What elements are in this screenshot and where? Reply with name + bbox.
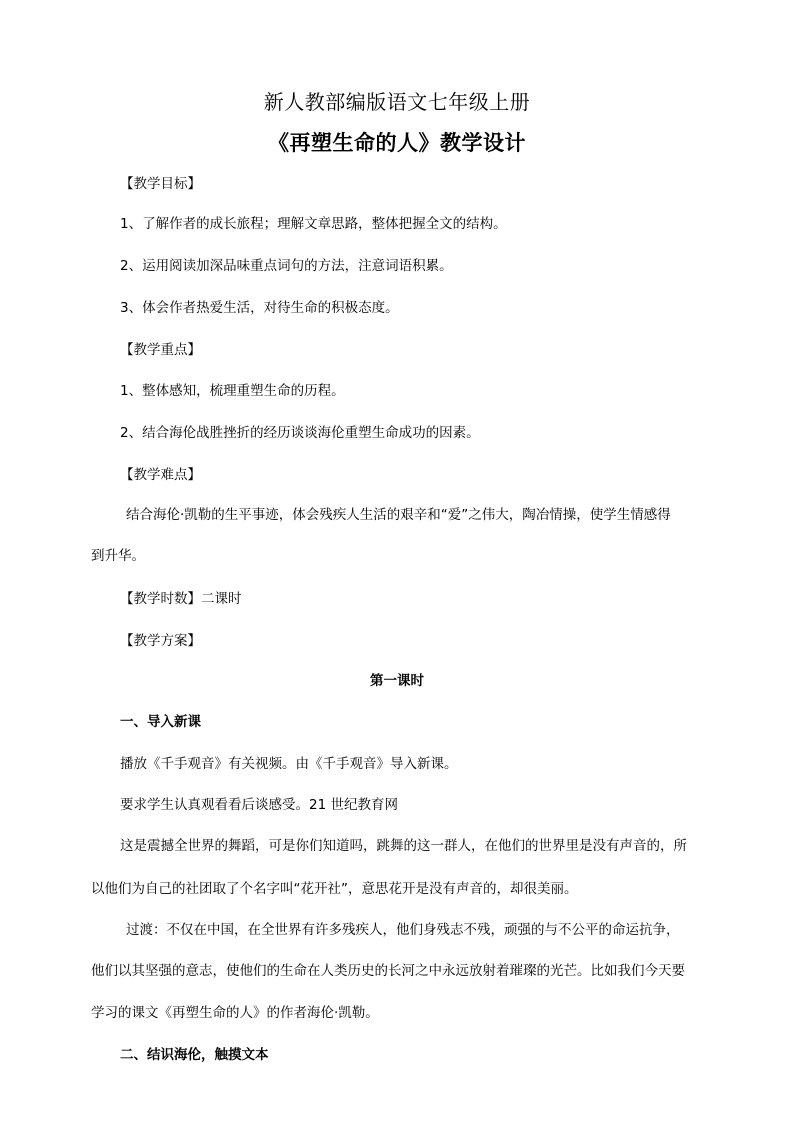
section-one-paragraph-line1: 这是震撼全世界的舞蹈，可是你们知道吗，跳舞的这一群人，在他们的世界里是没有声音的，所	[120, 838, 687, 854]
teaching-hours: 【教学时数】二课时	[120, 591, 242, 607]
objectives-heading: 【教学目标】	[120, 176, 201, 192]
key-point-item: 1、整体感知，梳理重塑生命的历程。	[120, 383, 345, 399]
section-two-heading: 二、结识海伦，触摸文本	[120, 1047, 269, 1063]
objective-item: 1、了解作者的成长旅程；理解文章思路，整体把握全文的结构。	[120, 216, 507, 232]
difficulty-text-line2: 到升华。	[91, 548, 145, 564]
document-subtitle: 《再塑生命的人》教学设计	[268, 131, 526, 155]
difficulty-heading: 【教学难点】	[120, 467, 201, 483]
transition-line2: 他们以其坚强的意志，使他们的生命在人类历史的长河之中永远放射着璀璨的光芒。比如我们今天要	[91, 963, 685, 979]
key-points-heading: 【教学重点】	[120, 342, 201, 358]
objective-item: 3、体会作者热爱生活，对待生命的积极态度。	[120, 300, 399, 316]
section-one-paragraph: 播放《千手观音》有关视频。由《千手观音》导入新课。	[120, 756, 458, 772]
plan-heading: 【教学方案】	[120, 633, 201, 649]
lesson-one-heading: 第一课时	[370, 673, 424, 689]
transition-line1: 过渡：不仅在中国，在全世界有许多残疾人，他们身残志不残，顽强的与不公平的命运抗争，	[126, 922, 680, 938]
objective-item: 2、运用阅读加深品味重点词句的方法，注意词语积累。	[120, 258, 453, 274]
section-one-paragraph: 要求学生认真观看看后谈感受。21 世纪教育网	[120, 797, 398, 813]
difficulty-text-line1: 结合海伦·凯勒的生平事迹，体会残疾人生活的艰辛和“爱”之伟大，陶冶情操，使学生情感得	[126, 507, 671, 523]
key-point-item: 2、结合海伦战胜挫折的经历谈谈海伦重塑生命成功的因素。	[120, 425, 480, 441]
transition-line3: 学习的课文《再塑生命的人》的作者海伦·凯勒。	[91, 1005, 379, 1021]
section-one-paragraph-line2: 以他们为自己的社团取了个名字叫“花开社”，意思花开是没有声音的，却很美丽。	[91, 881, 578, 897]
section-one-heading: 一、导入新课	[120, 714, 201, 730]
document-title: 新人教部编版语文七年级上册	[263, 90, 531, 114]
